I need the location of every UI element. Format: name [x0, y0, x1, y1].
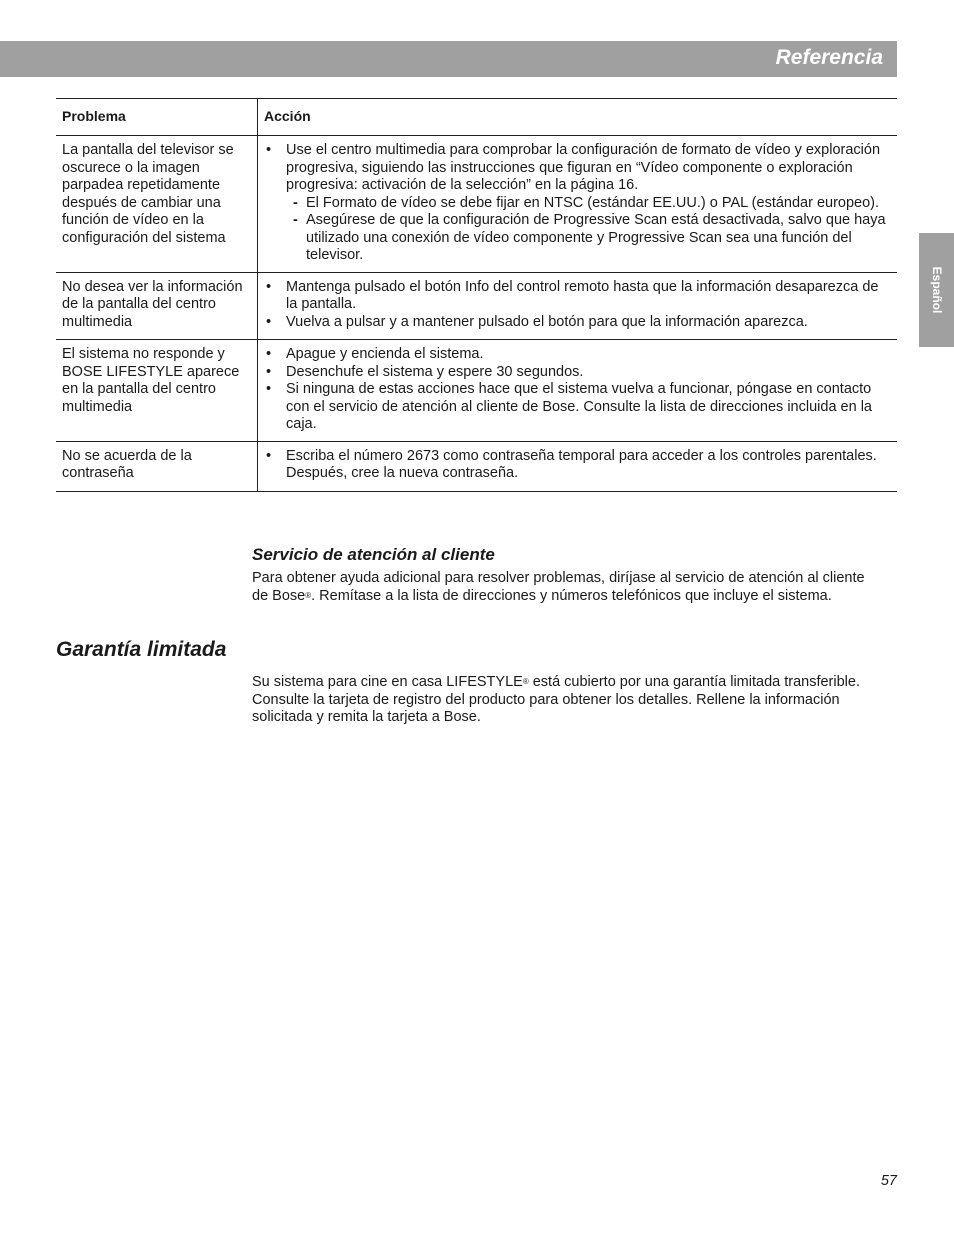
- customer-service-text-end: . Remítase a la lista de direcciones y números telefónicos que incluye el sistema.: [311, 587, 832, 604]
- action-item: • Mantenga pulsado el botón Info del control remoto hasta que la información desaparezca de la pantalla.: [258, 279, 891, 314]
- warranty-heading: Garantía limitada: [56, 638, 227, 661]
- sub-action-item: - Asegúrese de que la configuración de Progressive Scan está desactivada, salvo que haya utilizado una conexión de vídeo componente y Progressive Scan sea una función del televisor.: [286, 212, 891, 265]
- action-text: Use el centro multimedia para comprobar la configuración de formato de vídeo y exploración progresiva, siguiendo las instrucciones que figuran en “Vídeo componente o exploración progresiva: activación de la selección” en la página 16.: [286, 142, 881, 193]
- action-item: [258, 142, 891, 265]
- action-item: • Vuelva a pulsar y a mantener pulsado el botón para que la información aparezca.: [258, 314, 891, 332]
- table-row: [56, 136, 897, 273]
- warranty-paragraph: [252, 674, 882, 727]
- action-list: [258, 346, 891, 434]
- problem-cell: La pantalla del televisor se oscurece o la imagen parpadea repetidamente después de cambiar una función de vídeo en la configuración del sistema: [56, 136, 258, 273]
- registered-mark: ®: [522, 677, 529, 686]
- column-header-action: Acción: [258, 99, 898, 136]
- action-list: [258, 279, 891, 332]
- troubleshooting-table: [56, 98, 897, 492]
- action-item: • Desenchufe el sistema y espere 30 segundos.: [258, 364, 891, 382]
- customer-service-heading: Servicio de atención al cliente: [252, 545, 495, 564]
- warranty-text: Su sistema para cine en casa LIFESTYLE: [252, 674, 523, 690]
- problem-cell: No desea ver la información de la pantalla del centro multimedia: [56, 272, 258, 340]
- table-row: [56, 340, 897, 442]
- sub-action-list: [286, 195, 891, 265]
- table-row: [56, 441, 897, 491]
- language-tab: [919, 233, 954, 347]
- customer-service-paragraph: [252, 570, 882, 605]
- action-item: • Escriba el número 2673 como contraseña temporal para acceder a los controles parentales. Después, cree la nueva contraseña.: [258, 448, 891, 483]
- problem-cell: El sistema no responde y BOSE LIFESTYLE aparece en la pantalla del centro multimedia: [56, 340, 258, 442]
- section-title: Referencia: [775, 46, 883, 69]
- action-item: • Si ninguna de estas acciones hace que el sistema vuelva a funcionar, póngase en contacto con el servicio de atención al cliente de Bose. Consulte la lista de direcciones incluida en la caja.: [258, 381, 891, 434]
- table-row: [56, 272, 897, 340]
- section-header-bar: [0, 41, 897, 77]
- action-item: • Apague y encienda el sistema.: [258, 346, 891, 364]
- problem-cell: No se acuerda de la contraseña: [56, 441, 258, 491]
- sub-action-item: - El Formato de vídeo se debe fijar en NTSC (estándar EE.UU.) o PAL (estándar europeo).: [286, 195, 891, 213]
- action-list: [258, 142, 891, 265]
- warranty-text-end: está cubierto por una garantía limitada transferible. Consulte la tarjeta de registro del producto para obtener los detalles. Rellene la información solicitada y remita la tarjeta a Bose.: [252, 674, 860, 725]
- customer-service-text: Para obtener ayuda adicional para resolver problemas, diríjase al servicio de atención al cliente de Bose: [252, 570, 865, 604]
- action-cell: [258, 441, 898, 491]
- action-list: [258, 448, 891, 483]
- warranty-section: [252, 674, 882, 727]
- action-cell: [258, 340, 898, 442]
- registered-mark: ®: [305, 590, 312, 600]
- action-cell: [258, 272, 898, 340]
- language-tab-label: Español: [929, 266, 944, 314]
- column-header-problem: Problema: [56, 99, 258, 136]
- table-header-row: [56, 99, 897, 136]
- action-cell: [258, 136, 898, 273]
- page-number: 57: [880, 1173, 897, 1189]
- customer-service-section: [252, 544, 882, 605]
